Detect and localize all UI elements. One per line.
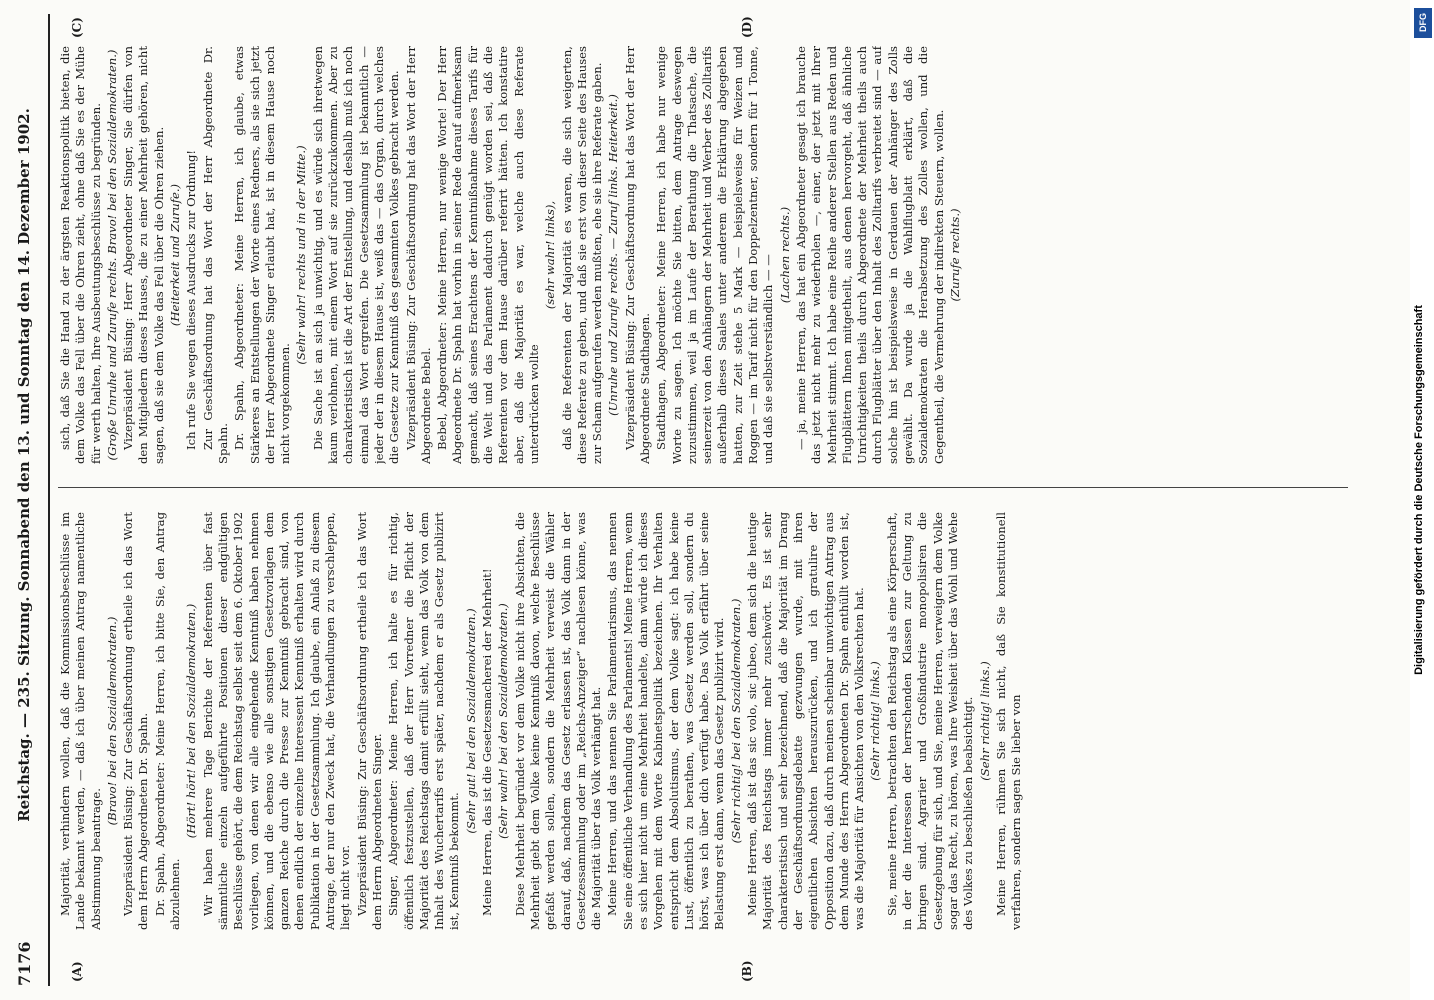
margin-marker-d: (D) — [740, 16, 754, 38]
page-header — [0, 0, 48, 1000]
text-column-right — [58, 46, 1348, 464]
margin-marker-c: (C) — [70, 17, 84, 38]
paragraph: (Bravo! bei den Sozialdemokraten.) — [104, 616, 119, 826]
paragraph: (Sehr wahr! bei den Sozialdemokraten.) — [496, 603, 511, 839]
paragraph: Ich rufe Sie wegen dieses Ausdrucks zur Ordnung! — [184, 149, 199, 450]
margin-marker-b: (B) — [740, 960, 754, 982]
paragraph: Dr. Spahn, Abgeordneter: Meine Herren, ich glaube, etwas Stärkeres an Entstellungen der Worte eines Redners, als sie sich jetzt der Herr Abgeordnete Singer erlaubt hat, ist in diesem Hause noch nicht vorgekommen. — [232, 46, 293, 464]
paragraph: (Sehr richtig! links.) — [977, 661, 992, 781]
column-divider — [58, 487, 1348, 488]
paragraph: sich, daß Sie die Hand zu der ärgsten Reaktionspolitik bieten, die dem Volke das Fell über die Ohren zieht, ohne daß Sie es der Mühe für werth halten, Ihre Ausbeutungsbeschlüsse zu begründen. — [58, 46, 103, 464]
paragraph: (Heiterkeit und Zurufe.) — [168, 183, 183, 327]
paragraph: Vizepräsident Büsing: Zur Geschäftsordnung ertheile ich das Wort dem Herrn Abgeordneten Dr. Spahn. — [121, 512, 151, 930]
paragraph: Meine Herren, rühmen Sie sich nicht, daß Sie konstitutionell verfahren, sondern sagen Sie lieber von — [993, 512, 1024, 930]
header-rule — [48, 14, 50, 986]
dfg-logo: DFG — [1414, 8, 1432, 38]
paragraph: Vizepräsident Büsing: Zur Geschäftsordnung ertheile ich das Wort dem Herrn Abgeordneten Singer. — [354, 512, 384, 930]
paragraph: Sie, meine Herren, betrachten den Reichstag als eine Körperschaft, in der die Interessen der herrschenden Klassen zur Geltung zu bringen sind. Agrarier und Großindustrie monopolisiren die Gesetzgebung für sich, und Sie, meine Herren, verweigern dem Volke sogar das Recht, zu hören, was Ihre Weisheit über das Wohl und Wehe des Volkes zu beschließen beabsichtigt. — [884, 512, 976, 930]
page-number: 7176 — [14, 941, 34, 986]
paragraph: Dr. Spahn, Abgeordneter: Meine Herren, ich bitte Sie, den Antrag abzulehnen. — [152, 512, 183, 930]
paragraph: Meine Herren, daß ist das sic volo, sic jubeo, dem sich die heutige Majorität des Reichstags immer mehr zuschwört. Es ist sehr charakteristisch und sehr bezeichnend, daß die Majorität im Drang der Geschäftsordnungsdebatte gezwungen wurde, mit ihren eigentlichen Absichten herauszurücken, und ich gratulire der Opposition dazu, daß durch meinen scheinbar unwichtigen Antrag aus dem Munde des Herrn Abgeordneten Dr. Spahn enthüllt worden ist, was die Majorität für Ansichten von den Volksrechten hat. — [745, 512, 867, 930]
paragraph: (Hört! hört! bei den Sozialdemokraten.) — [184, 603, 199, 839]
paragraph: — ja, meine Herren, das hat ein Abgeordneter gesagt ich brauche das jetzt nicht mehr zu wiederholen —, einer, der jetzt mit Ihrer Mehrheit stimmt. Ich habe eine Reihe anderer Stellen aus Reden und Flugblättern Ihnen mitgetheilt, aus denen hervorgeht, daß ähnliche Unrichtigkeiten theils durch Abgeordnete der Mehrheit theils auch durch Flugblätter über den Inhalt des Zolltarifs verbreitet sind — auf solche hin ist beispielsweise in Gerdauen der Anhänger des Zolls gewählt. Da wurde ja die Wahlflugblatt erklärt, daß die Sozialdemokraten die Herabsetzung des Zolles wollen, und die Gegentheil, die Vermehrung der indirekten Steuern, wollen. — [793, 46, 946, 464]
paragraph: Die Sache ist an sich ja unwichtig, und es würde sich ihretwegen kaum verlohnen, mit einem Wort auf sie zurückzukommen. Aber zu charakteristisch ist die Art der Entstellung, und deshalb muß ich noch einmal das Wort ergreifen. Die Gesetzsammlung ist bekanntlich — jeder der in diesem Hause ist, weiß das — das Organ, durch welches die Gesetze zur Kenntniß des gesammten Volkes gebracht werden. — [310, 46, 402, 464]
paragraph: Vizepräsident Büsing: Zur Geschäftsordnung hat das Wort der Herr Abgeordnete Stadthagen. — [622, 46, 652, 464]
paragraph: Vizepräsident Büsing: Zur Geschäftsordnung hat das Wort der Herr Abgeordnete Bebel. — [403, 46, 433, 464]
paragraph: (Große Unruhe und Zurufe rechts. Bravo! bei den Sozialdemokraten.) — [104, 49, 119, 461]
paragraph: Majorität, verhindern wollen, daß die Kommissionsbeschlüsse im Lande bekannt werden, — daß ich über meinen Antrag namentliche Abstimmung beantrage. — [58, 512, 103, 930]
credit-text: Digitalisierung gefördert durch die Deutsche Forschungsgemeinschaft — [1413, 305, 1425, 675]
paragraph: (Sehr richtig! bei den Sozialdemokraten.) — [728, 598, 743, 844]
paragraph: (Sehr richtig! links.) — [868, 661, 883, 781]
paragraph: (Sehr gut! bei den Sozialdemokraten.) — [463, 608, 478, 834]
paragraph: (Lachen rechts.) — [777, 206, 792, 304]
paragraph: Zur Geschäftsordnung hat das Wort der Herr Abgeordnete Dr. Spahn. — [200, 46, 230, 464]
paragraph: Meine Herren, das ist die Gesetzesmacherei der Mehrheit! — [480, 568, 495, 916]
paragraph: (Zurufe rechts.) — [947, 208, 962, 302]
page-title: Reichstag. — 235. Sitzung. Sonnabend den 13. und Sonntag den 14. Dezember 1902. — [15, 108, 33, 822]
paragraph: (sehr wahr! links), — [543, 200, 558, 310]
paragraph: Wir haben mehrere Tage Berichte der Referenten über fast sämmtliche einzeln aufgeführte Positionen dieser endgültigen Beschlüsse gehört, die dem Reichstag selbst seit dem 6. Oktober 1902 vorliegen, von denen wir alle eingehende Kenntniß haben nehmen können, und die ebenso wie alle sonstigen Gesetzvorlagen dem ganzen Reiche durch die Presse zur Kenntniß gebracht sind, von denen endlich der einzelne Interessent Kenntniß erhalten wird durch Publikation in der Gesetzsammlung. Ich glaube, ein Anlaß zu diesem Antrage, der nur den Zweck hat, die Verhandlungen zu verschleppen, liegt nicht vor. — [200, 512, 353, 930]
paragraph: (Sehr wahr! rechts und in der Mitte.) — [294, 145, 309, 365]
paragraph: Singer, Abgeordneter: Meine Herren, ich halte es für richtig, öffentlich festzustellen, daß der Herr Vorredner die Pflicht der Majorität des Reichstags damit erfüllt sieht, wenn das Volk von dem Inhalt des Wuchertarifs erst später, nachdem er als Gesetz publizirt ist, Kenntniß bekommt. — [386, 512, 462, 930]
paragraph: Bebel, Abgeordneter: Meine Herren, nur wenige Worte! Der Herr Abgeordnete Dr. Spahn hat vorhin in seiner Rede darauf aufmerksam gemacht, daß seines Erachtens der Kenntnißnahme dieses Tarifs für die Welt und das Parlament dadurch genügt worden sei, daß die Referenten vor dem Hause darüber referirt hätten. Ich konstatire aber, daß die Majorität es war, welche auch diese Referate unterdrücken wollte — [435, 46, 541, 464]
paragraph: Diese Mehrheit begründet vor dem Volke nicht ihre Absichten, die Mehrheit giebt dem Volke keine Kenntniß davon, welche Beschlüsse gefaßt werden sollen, sondern die Mehrheit verweist die Wähler darauf, daß, nachdem das Gesetz erlassen ist, das Volk dann in der Gesetzessammlung oder im „Reichs-Anzeiger“ nachlesen könne, was die Majorität über das Volk verhängt hat. — [512, 512, 604, 930]
paragraph: Vizepräsident Büsing: Herr Abgeordneter Singer, Sie dürfen von den Mitgliedern dieses Hauses, die zu einer Mehrheit gehören, nicht sagen, daß sie dem Volke das Fell über die Ohren ziehen. — [121, 46, 166, 464]
paragraph: Stadthagen, Abgeordneter: Meine Herren, ich habe nur wenige Worte zu sagen. Ich möchte Sie bitten, dem Antrage deswegen zuzustimmen, weil ja im Laufe der Berathung die Thatsache, die seinerzeit von den Anhängern der Mehrheit und Werber des Zolltarifs außerhalb dieses Saales unter anderem die Erklärung abgegeben hatten, zur Zeit stehe 5 Mark — beispielsweise für Weizen und Roggen — im Tarif nicht für den Doppelzentner, sondern für 1 Tonne, und daß sie selbstverständlich — — — [654, 46, 776, 464]
paragraph: daß die Referenten der Majorität es waren, die sich weigerten, diese Referate zu geben, und daß sie erst von dieser Seite des Hauses zur Scham aufgerufen werden mußten, ehe sie ihre Referate gaben. — [559, 46, 605, 464]
credit-strip — [1405, 0, 1434, 1000]
paragraph: Meine Herren, und das nennen Sie Parlamentarismus, das nennen Sie eine öffentliche Verhandlung des Parlaments! Meine Herren, wenn es sich hier nicht um eine Mehrheit handelte, dann würde ich dieses Vorgehen mit dem Worte Kabinetspolitik bezeichnen. Ihr Verhalten entspricht dem Absolutismus, der dem Volke sagt: ich habe keine Lust, öffentlich zu berathen, was Gesetz werden soll, sondern du hörst, was ich über dich verfügt habe. Das Volk erfährt über seine Belastung erst dann, wenn das Gesetz publizirt wird. — [605, 512, 727, 930]
paragraph: (Unruhe und Zurufe rechts. — Zuruf links. Heiterkeit.) — [606, 94, 621, 416]
margin-marker-a: (A) — [70, 961, 84, 982]
text-column-left — [58, 512, 1348, 930]
